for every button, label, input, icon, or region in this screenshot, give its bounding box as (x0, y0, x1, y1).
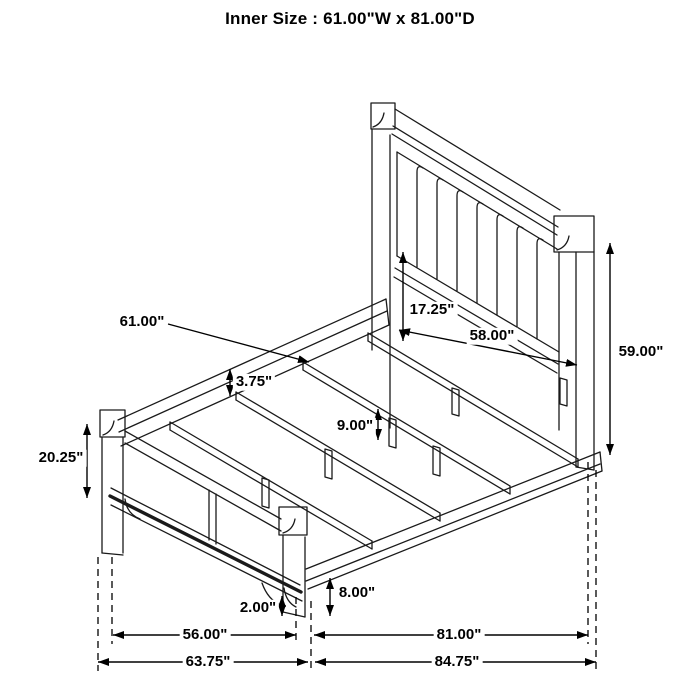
dim-label-headboard-height: 59.00" (616, 344, 667, 361)
dim-label-footboard-overall-width: 63.75" (183, 654, 234, 671)
dim-label-headboard-panel-height: 17.25" (407, 302, 458, 319)
dim-label-footboard-height: 20.25" (36, 450, 87, 467)
dim-label-overall-depth: 84.75" (432, 654, 483, 671)
dim-label-slat-leg-height: 9.00" (334, 418, 376, 435)
inner-size-title: Inner Size : 61.00"W x 81.00"D (225, 9, 475, 28)
headboard-drawing (371, 103, 594, 470)
dim-label-rail-thickness: 3.75" (233, 374, 275, 391)
dim-label-footboard-clearance: 2.00" (237, 600, 279, 617)
dim-label-side-rail-height: 8.00" (336, 585, 378, 602)
dim-label-headboard-width: 58.00" (467, 328, 518, 345)
dim-label-inner-width: 61.00" (117, 314, 168, 331)
dim-label-footboard-inner-width: 56.00" (180, 627, 231, 644)
dim-label-inner-depth: 81.00" (434, 627, 485, 644)
dimension-lines (87, 243, 610, 671)
